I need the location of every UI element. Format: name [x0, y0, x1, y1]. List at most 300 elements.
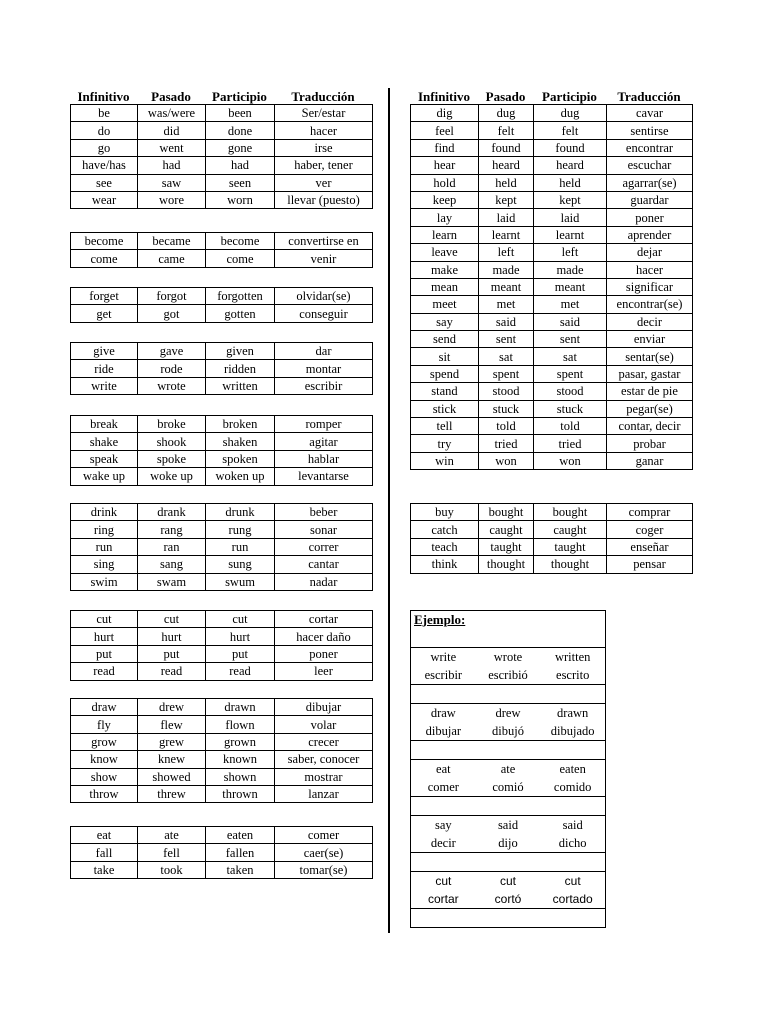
verb-row	[71, 233, 373, 250]
verb-group-table	[70, 232, 373, 268]
translation-cell: volar	[275, 716, 373, 733]
example-spanish-word: dibujado	[550, 724, 595, 738]
verb-row	[71, 139, 373, 156]
past-cell: swam	[138, 573, 206, 590]
example-english-word: drawn	[557, 706, 589, 720]
past-cell: got	[138, 305, 206, 322]
participle-cell: gotten	[206, 305, 275, 322]
example-spanish-word: escribió	[488, 668, 528, 682]
infinitive-cell: find	[411, 139, 479, 156]
past-cell: took	[138, 861, 206, 878]
verb-row	[71, 785, 373, 802]
past-cell: made	[479, 261, 534, 278]
example-english-word: wrote	[493, 650, 523, 664]
past-cell: read	[138, 663, 206, 680]
past-cell: went	[138, 139, 206, 156]
verb-row	[411, 105, 693, 122]
verb-group-table	[70, 342, 373, 395]
past-cell: forgot	[138, 288, 206, 305]
participle-cell: done	[206, 122, 275, 139]
participle-cell: found	[534, 139, 607, 156]
verb-row	[411, 278, 693, 295]
verb-row	[71, 751, 373, 768]
verb-group-table	[70, 610, 373, 681]
participle-cell: laid	[534, 209, 607, 226]
infinitive-cell: spend	[411, 365, 479, 382]
infinitive-cell: lay	[411, 209, 479, 226]
header-participio: Participio	[542, 89, 597, 104]
participle-cell: taken	[206, 861, 275, 878]
past-cell: told	[479, 418, 534, 435]
past-cell: met	[479, 296, 534, 313]
past-cell: knew	[138, 751, 206, 768]
translation-cell: enseñar	[607, 538, 693, 555]
participle-cell: known	[206, 751, 275, 768]
verb-row	[71, 645, 373, 662]
past-cell: thought	[479, 556, 534, 573]
past-cell: hurt	[138, 628, 206, 645]
example-spacer	[411, 741, 605, 760]
header-pasado: Pasado	[485, 89, 526, 104]
participle-cell: shaken	[206, 433, 275, 450]
past-cell: came	[138, 250, 206, 267]
translation-cell: escuchar	[607, 157, 693, 174]
example-english-word: eat	[436, 762, 451, 776]
example-item	[411, 704, 605, 741]
example-box	[410, 610, 606, 928]
translation-cell: probar	[607, 435, 693, 452]
example-spanish-word: dibujar	[425, 724, 462, 738]
verb-row	[411, 174, 693, 191]
participle-cell: left	[534, 244, 607, 261]
infinitive-cell: cut	[71, 611, 138, 628]
infinitive-cell: think	[411, 556, 479, 573]
participle-cell: felt	[534, 122, 607, 139]
participle-cell: drawn	[206, 699, 275, 716]
past-cell: taught	[479, 538, 534, 555]
translation-cell: hacer	[607, 261, 693, 278]
infinitive-cell: catch	[411, 521, 479, 538]
past-cell: tried	[479, 435, 534, 452]
translation-cell: enviar	[607, 331, 693, 348]
past-cell: caught	[479, 521, 534, 538]
verb-row	[71, 861, 373, 878]
participle-cell: hurt	[206, 628, 275, 645]
verb-row	[411, 226, 693, 243]
participle-cell: held	[534, 174, 607, 191]
past-cell: did	[138, 122, 206, 139]
translation-cell: hablar	[275, 450, 373, 467]
verb-row	[411, 504, 693, 521]
participle-cell: dug	[534, 105, 607, 122]
verb-row	[71, 174, 373, 191]
infinitive-cell: make	[411, 261, 479, 278]
past-cell: stood	[479, 383, 534, 400]
participle-cell: written	[206, 377, 275, 394]
infinitive-cell: tell	[411, 418, 479, 435]
example-english-word: cut	[564, 874, 581, 888]
participle-cell: shown	[206, 768, 275, 785]
infinitive-cell: dig	[411, 105, 479, 122]
past-cell: ate	[138, 827, 206, 844]
participle-cell: sat	[534, 348, 607, 365]
past-cell: said	[479, 313, 534, 330]
infinitive-cell: break	[71, 416, 138, 433]
example-english-word: said	[497, 818, 519, 832]
translation-cell: montar	[275, 360, 373, 377]
verb-row	[71, 628, 373, 645]
past-cell: ran	[138, 538, 206, 555]
participle-cell: run	[206, 538, 275, 555]
translation-cell: caer(se)	[275, 844, 373, 861]
example-item	[411, 760, 605, 797]
infinitive-cell: feel	[411, 122, 479, 139]
example-english-word: cut	[500, 874, 517, 888]
example-spanish-row	[411, 666, 605, 684]
past-cell: dug	[479, 105, 534, 122]
verb-row	[71, 416, 373, 433]
participle-cell: been	[206, 105, 275, 122]
verb-row	[71, 768, 373, 785]
participle-cell: thrown	[206, 785, 275, 802]
verb-row	[71, 468, 373, 485]
infinitive-cell: mean	[411, 278, 479, 295]
infinitive-cell: become	[71, 233, 138, 250]
verb-row	[411, 122, 693, 139]
translation-cell: correr	[275, 538, 373, 555]
infinitive-cell: hurt	[71, 628, 138, 645]
translation-cell: conseguir	[275, 305, 373, 322]
past-cell: held	[479, 174, 534, 191]
verb-row	[71, 733, 373, 750]
example-english-row	[411, 704, 605, 722]
example-english-word: said	[562, 818, 583, 832]
past-cell: grew	[138, 733, 206, 750]
verb-row	[71, 305, 373, 322]
translation-cell: ver	[275, 174, 373, 191]
translation-cell: pensar	[607, 556, 693, 573]
example-spanish-row	[411, 890, 605, 908]
verb-row	[411, 157, 693, 174]
verb-row	[411, 521, 693, 538]
verb-row	[71, 343, 373, 360]
past-cell: put	[138, 645, 206, 662]
infinitive-cell: hear	[411, 157, 479, 174]
infinitive-cell: write	[71, 377, 138, 394]
infinitive-cell: go	[71, 139, 138, 156]
infinitive-cell: stick	[411, 400, 479, 417]
past-cell: stuck	[479, 400, 534, 417]
past-cell: fell	[138, 844, 206, 861]
infinitive-cell: fall	[71, 844, 138, 861]
past-cell: bought	[479, 504, 534, 521]
translation-cell: comprar	[607, 504, 693, 521]
verb-group-table	[70, 104, 373, 209]
infinitive-cell: hold	[411, 174, 479, 191]
example-spanish-word: cortó	[494, 892, 522, 906]
translation-cell: comer	[275, 827, 373, 844]
infinitive-cell: give	[71, 343, 138, 360]
participle-cell: read	[206, 663, 275, 680]
infinitive-cell: swim	[71, 573, 138, 590]
participle-cell: had	[206, 157, 275, 174]
verb-row	[71, 827, 373, 844]
infinitive-cell: meet	[411, 296, 479, 313]
translation-cell: sentar(se)	[607, 348, 693, 365]
infinitive-cell: leave	[411, 244, 479, 261]
infinitive-cell: say	[411, 313, 479, 330]
column-divider	[388, 88, 390, 933]
example-spanish-row	[411, 778, 605, 796]
translation-cell: dar	[275, 343, 373, 360]
translation-cell: cortar	[275, 611, 373, 628]
past-cell: was/were	[138, 105, 206, 122]
infinitive-cell: learn	[411, 226, 479, 243]
past-cell: drew	[138, 699, 206, 716]
translation-cell: pegar(se)	[607, 400, 693, 417]
verb-row	[411, 365, 693, 382]
past-cell: spent	[479, 365, 534, 382]
participle-cell: gone	[206, 139, 275, 156]
example-english-word: drew	[495, 706, 521, 720]
participle-cell: broken	[206, 416, 275, 433]
verb-group-table	[70, 503, 373, 591]
past-cell: sent	[479, 331, 534, 348]
translation-cell: estar de pie	[607, 383, 693, 400]
past-cell: sat	[479, 348, 534, 365]
participle-cell: meant	[534, 278, 607, 295]
past-cell: broke	[138, 416, 206, 433]
translation-cell: decir	[607, 313, 693, 330]
translation-cell: agitar	[275, 433, 373, 450]
verb-row	[71, 122, 373, 139]
infinitive-cell: speak	[71, 450, 138, 467]
translation-cell: crecer	[275, 733, 373, 750]
participle-cell: thought	[534, 556, 607, 573]
infinitive-cell: teach	[411, 538, 479, 555]
participle-cell: tried	[534, 435, 607, 452]
verb-row	[71, 360, 373, 377]
verb-row	[71, 377, 373, 394]
verb-group-table	[70, 698, 373, 803]
participle-cell: cut	[206, 611, 275, 628]
infinitive-cell: run	[71, 538, 138, 555]
translation-cell: sentirse	[607, 122, 693, 139]
verb-row	[411, 538, 693, 555]
example-item	[411, 816, 605, 853]
example-title: Ejemplo:	[411, 611, 605, 648]
translation-cell: encontrar(se)	[607, 296, 693, 313]
participle-cell: worn	[206, 191, 275, 208]
verb-row	[71, 105, 373, 122]
infinitive-cell: show	[71, 768, 138, 785]
past-cell: sang	[138, 556, 206, 573]
translation-cell: cavar	[607, 105, 693, 122]
example-spanish-word: dijo	[498, 836, 518, 850]
example-english-word: cut	[435, 874, 452, 888]
verb-row	[411, 556, 693, 573]
header-infinitivo: Infinitivo	[77, 89, 130, 104]
past-cell: shook	[138, 433, 206, 450]
infinitive-cell: do	[71, 122, 138, 139]
example-spacer	[411, 797, 605, 816]
participle-cell: put	[206, 645, 275, 662]
past-cell: drank	[138, 504, 206, 521]
participle-cell: given	[206, 343, 275, 360]
translation-cell: venir	[275, 250, 373, 267]
verb-row	[411, 383, 693, 400]
translation-cell: sonar	[275, 521, 373, 538]
verb-row	[411, 313, 693, 330]
verb-row	[71, 521, 373, 538]
past-cell: wore	[138, 191, 206, 208]
example-spacer	[411, 909, 605, 927]
infinitive-cell: know	[71, 751, 138, 768]
translation-cell: cantar	[275, 556, 373, 573]
example-english-row	[411, 872, 605, 890]
past-cell: laid	[479, 209, 534, 226]
verb-group-table	[70, 826, 373, 879]
translation-cell: tomar(se)	[275, 861, 373, 878]
verb-row	[411, 244, 693, 261]
translation-cell: dejar	[607, 244, 693, 261]
participle-cell: learnt	[534, 226, 607, 243]
example-english-word: written	[554, 650, 591, 664]
past-cell: saw	[138, 174, 206, 191]
header-traduccion: Traducción	[291, 89, 355, 104]
past-cell: felt	[479, 122, 534, 139]
past-cell: learnt	[479, 226, 534, 243]
header-traduccion: Traducción	[617, 89, 681, 104]
participle-cell: stuck	[534, 400, 607, 417]
past-cell: showed	[138, 768, 206, 785]
participle-cell: eaten	[206, 827, 275, 844]
translation-cell: romper	[275, 416, 373, 433]
verb-row	[71, 191, 373, 208]
verb-row	[411, 296, 693, 313]
infinitive-cell: win	[411, 452, 479, 469]
verb-group-table	[410, 503, 693, 574]
translation-cell: pasar, gastar	[607, 365, 693, 382]
infinitive-cell: ride	[71, 360, 138, 377]
verb-row	[411, 331, 693, 348]
past-cell: meant	[479, 278, 534, 295]
translation-cell: significar	[607, 278, 693, 295]
infinitive-cell: forget	[71, 288, 138, 305]
verb-group-table	[70, 415, 373, 486]
example-spanish-row	[411, 834, 605, 852]
infinitive-cell: sing	[71, 556, 138, 573]
example-item	[411, 872, 605, 909]
participle-cell: spent	[534, 365, 607, 382]
translation-cell: mostrar	[275, 768, 373, 785]
translation-cell: guardar	[607, 191, 693, 208]
verb-row	[411, 139, 693, 156]
translation-cell: irse	[275, 139, 373, 156]
example-spanish-word: comer	[427, 780, 459, 794]
past-cell: won	[479, 452, 534, 469]
verb-row	[71, 556, 373, 573]
translation-cell: dibujar	[275, 699, 373, 716]
header-pasado: Pasado	[151, 89, 191, 104]
past-cell: spoke	[138, 450, 206, 467]
participle-cell: forgotten	[206, 288, 275, 305]
translation-cell: aprender	[607, 226, 693, 243]
translation-cell: hacer daño	[275, 628, 373, 645]
example-spanish-word: dicho	[558, 836, 587, 850]
participle-cell: met	[534, 296, 607, 313]
participle-cell: ridden	[206, 360, 275, 377]
verb-row	[71, 573, 373, 590]
participle-cell: kept	[534, 191, 607, 208]
verb-row	[411, 452, 693, 469]
example-spanish-row	[411, 722, 605, 740]
infinitive-cell: read	[71, 663, 138, 680]
past-cell: became	[138, 233, 206, 250]
example-english-row	[411, 816, 605, 834]
example-english-word: ate	[500, 762, 516, 776]
example-english-word: draw	[430, 706, 456, 720]
verb-row	[71, 288, 373, 305]
translation-cell: Ser/estar	[275, 105, 373, 122]
infinitive-cell: sit	[411, 348, 479, 365]
participle-cell: come	[206, 250, 275, 267]
past-cell: threw	[138, 785, 206, 802]
verb-row	[71, 844, 373, 861]
translation-cell: lanzar	[275, 785, 373, 802]
example-spanish-word: comió	[492, 780, 524, 794]
verb-row	[411, 191, 693, 208]
participle-cell: won	[534, 452, 607, 469]
verb-row	[71, 716, 373, 733]
translation-cell: agarrar(se)	[607, 174, 693, 191]
infinitive-cell: send	[411, 331, 479, 348]
infinitive-cell: be	[71, 105, 138, 122]
verb-row	[71, 433, 373, 450]
infinitive-cell: drink	[71, 504, 138, 521]
past-cell: found	[479, 139, 534, 156]
past-cell: cut	[138, 611, 206, 628]
participle-cell: become	[206, 233, 275, 250]
verb-group-table	[70, 287, 373, 323]
infinitive-cell: wear	[71, 191, 138, 208]
translation-cell: poner	[275, 645, 373, 662]
past-cell: gave	[138, 343, 206, 360]
participle-cell: grown	[206, 733, 275, 750]
translation-cell: convertirse en	[275, 233, 373, 250]
example-items	[411, 648, 605, 927]
example-spanish-word: cortar	[427, 892, 459, 906]
translation-cell: encontrar	[607, 139, 693, 156]
verb-row	[71, 699, 373, 716]
infinitive-cell: come	[71, 250, 138, 267]
translation-cell: coger	[607, 521, 693, 538]
translation-cell: hacer	[275, 122, 373, 139]
example-english-row	[411, 648, 605, 666]
participle-cell: rung	[206, 521, 275, 538]
infinitive-cell: see	[71, 174, 138, 191]
example-spanish-word: dibujó	[492, 724, 524, 738]
translation-cell: escribir	[275, 377, 373, 394]
verb-row	[71, 611, 373, 628]
participle-cell: drunk	[206, 504, 275, 521]
participle-cell: told	[534, 418, 607, 435]
past-cell: left	[479, 244, 534, 261]
participle-cell: woken up	[206, 468, 275, 485]
header-infinitivo: Infinitivo	[417, 89, 470, 104]
past-cell: rang	[138, 521, 206, 538]
infinitive-cell: take	[71, 861, 138, 878]
